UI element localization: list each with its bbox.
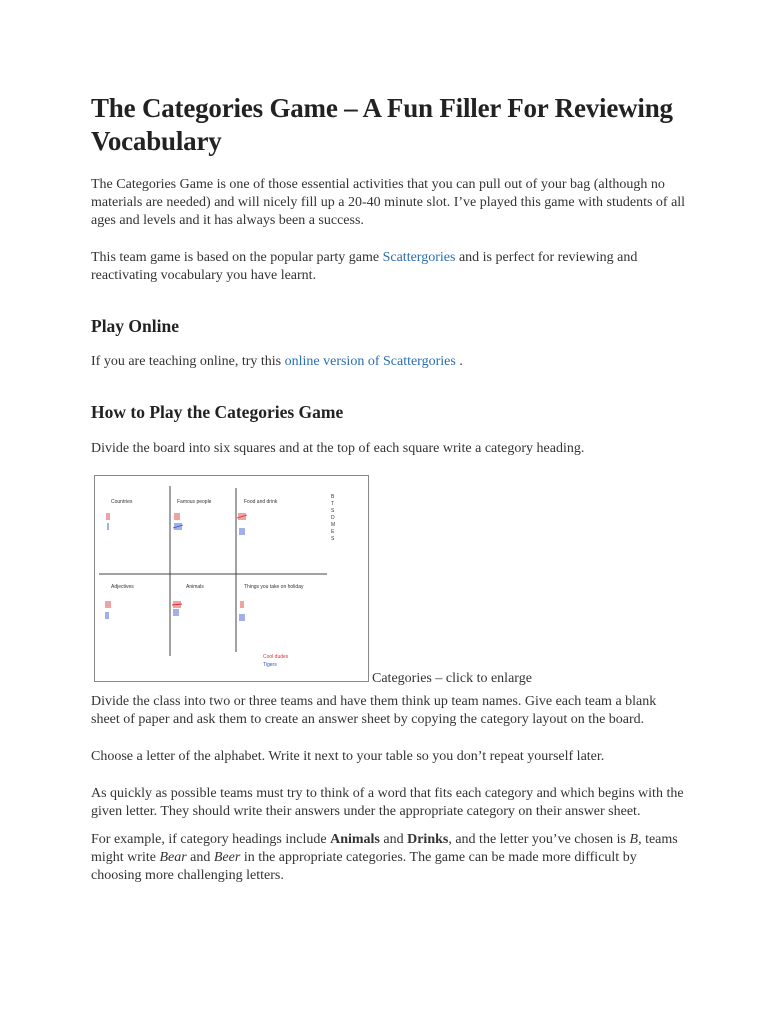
how-to-play-heading: How to Play the Categories Game	[91, 402, 344, 422]
example-paragraph	[91, 831, 687, 885]
page-title: The Categories Game – A Fun Filler For Reviewing Vocabulary	[91, 93, 673, 156]
letter-paragraph: Choose a letter of the alphabet. Write it next to your table so you don’t repeat yourself later.	[91, 749, 605, 764]
figure	[91, 475, 687, 693]
online-scattergories-link[interactable]: online version of Scattergories	[284, 354, 456, 369]
used-letter: D	[331, 515, 335, 521]
board-category: Animals	[186, 584, 204, 590]
quick-paragraph: As quickly as possible teams must try to think of a word that fits each category and which begins with the given letter. They should write their answers under the appropriate category on their answer sheet.	[91, 786, 684, 819]
play-online-text-after: .	[455, 354, 463, 369]
tally-blue	[240, 614, 244, 621]
example-italic-bear: Bear	[159, 850, 187, 865]
tally-red	[107, 513, 109, 520]
teams-paragraph: Divide the class into two or three teams and have them think up team names. Give each team a blank sheet of paper and ask them to create an answer sheet by copying the category layout on the board.	[91, 694, 657, 727]
play-online-heading: Play Online	[91, 316, 179, 336]
board-drawing	[95, 476, 368, 681]
play-online-paragraph	[91, 353, 687, 371]
used-letter: S	[331, 536, 335, 542]
categories-board-image[interactable]	[94, 475, 369, 682]
tally-blue	[174, 609, 178, 616]
used-letter: E	[331, 529, 335, 535]
board-category: Countries	[111, 499, 133, 505]
tally-blue	[173, 523, 183, 530]
example-italic-beer: Beer	[213, 850, 241, 865]
tally-red	[175, 513, 179, 520]
used-letter: T	[331, 501, 335, 507]
example-text: and	[186, 850, 214, 865]
used-letter: B	[331, 494, 335, 500]
scattergories-link[interactable]: Scattergories	[382, 250, 456, 265]
example-text: , and the letter you’ve chosen is	[448, 832, 630, 847]
example-text: in the appropriate categories. The game can be made more difficult by choosing more challenging letters.	[91, 850, 637, 883]
team-game-text-before: This team game is based on the popular party game	[91, 250, 383, 265]
tally-red	[237, 513, 247, 520]
intro-paragraph: The Categories Game is one of those essential activities that you can pull out of your bag (although no materials are needed) and will nicely fill up a 20-40 minute slot. I’ve played this game with students of all ages and levels and it has always been a success.	[91, 177, 686, 228]
used-letter: S	[331, 508, 335, 514]
board-category: Famous people	[177, 499, 212, 505]
board-category: Food and drink	[244, 499, 278, 505]
board-category: Things you take on holiday	[244, 584, 304, 590]
example-text: and	[379, 832, 408, 847]
article	[91, 92, 687, 885]
tally-red	[106, 601, 110, 608]
play-online-text-before: If you are teaching online, try this	[91, 354, 285, 369]
team-game-paragraph	[91, 249, 687, 285]
figure-caption: Categories – click to enlarge	[372, 671, 532, 686]
used-letter: M	[331, 522, 336, 528]
example-text: , teams might write	[91, 832, 678, 865]
example-text: For example, if category headings include	[91, 832, 331, 847]
example-bold-animals: Animals	[330, 832, 380, 847]
team-name-red: Cool dudes	[263, 654, 289, 660]
tally-red	[241, 601, 243, 608]
team-name-blue: Tigers	[263, 662, 277, 668]
board-category: Adjectives	[111, 584, 134, 590]
tally-red	[172, 601, 182, 608]
team-game-text-after: and is perfect for reviewing and reactivating vocabulary you have learnt.	[91, 250, 638, 283]
example-bold-drinks: Drinks	[407, 832, 449, 847]
example-italic-letter: B	[629, 832, 639, 847]
tally-blue	[106, 612, 108, 619]
step1-paragraph: Divide the board into six squares and at the top of each square write a category heading.	[91, 441, 585, 456]
tally-blue	[240, 528, 244, 535]
